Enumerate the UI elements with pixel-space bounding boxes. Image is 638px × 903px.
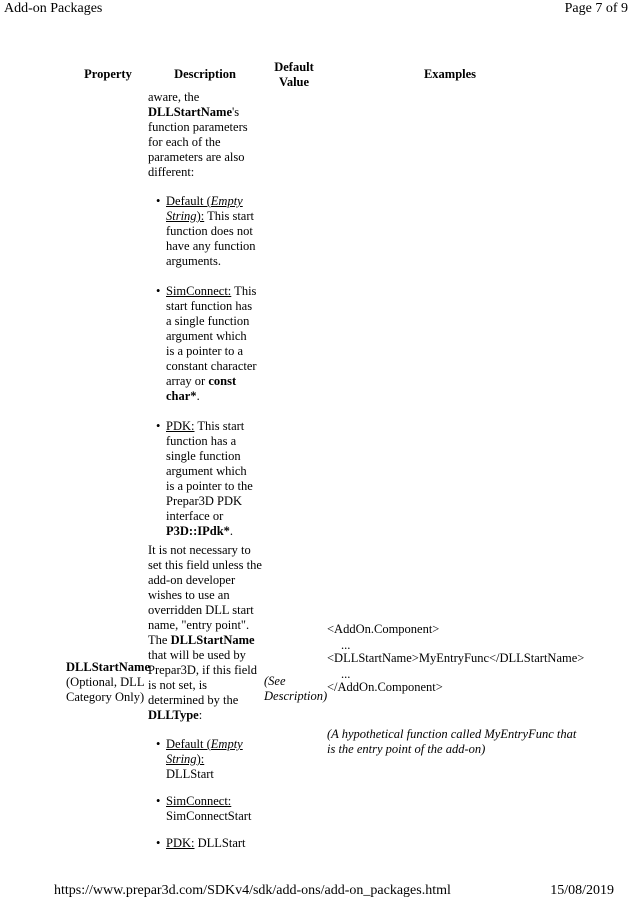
start-name-default-link[interactable]: Default (Empty String):	[166, 737, 243, 766]
start-name-pdk: • PDK: DLLStart	[148, 836, 266, 851]
example-note: (A hypothetical function called MyEntryFunc that is the entry point of the add-on)	[327, 727, 577, 756]
dllstartname-ref-2: DLLStartName	[170, 633, 255, 647]
option-pdk-link[interactable]: PDK:	[166, 419, 195, 433]
default-start-names	[148, 737, 266, 851]
option-simconnect: • SimConnect: This start function has a single function argument which is a pointer to a constant character array or const char*.	[148, 284, 258, 404]
column-header-description: Description	[174, 67, 236, 81]
example-line: <DLLStartName>MyEntryFunc</DLLStartName>	[327, 651, 585, 665]
start-function-options	[148, 194, 258, 539]
footer-date: 15/08/2019	[550, 883, 614, 898]
option-default-link[interactable]: Default (Empty String):	[166, 194, 243, 223]
option-default: • Default (Empty String): This start function does not have any function arguments.	[148, 194, 258, 269]
column-header-default-line1: Default	[274, 60, 314, 74]
continued-intro: aware, the DLLStartName's function parameters for each of the parameters are also different:	[148, 90, 248, 179]
property-cell	[66, 660, 150, 705]
row-description	[148, 543, 266, 866]
column-header-default-line2: Value	[278, 75, 310, 89]
start-name-pdk-link[interactable]: PDK:	[166, 836, 195, 850]
column-header-property: Property	[84, 67, 132, 81]
column-header-default	[266, 60, 322, 90]
example-line: </AddOn.Component>	[327, 680, 443, 694]
default-value: (See Description)	[264, 674, 328, 703]
row-description-text: It is not necessary to set this field unless the add-on developer wishes to use an overridden DLL start name, "entry point". The DLLStartName that will be used by Prepar3D, if this field is not set, is determined by the DLLType:	[148, 543, 262, 722]
property-name: DLLStartName	[66, 660, 151, 674]
example-code	[327, 622, 627, 695]
example-line: ...	[341, 667, 351, 681]
example-line: ...	[341, 638, 351, 652]
start-name-simconnect: • SimConnect: SimConnectStart	[148, 794, 266, 824]
start-name-simconnect-link[interactable]: SimConnect:	[166, 794, 232, 808]
start-name-default: • Default (Empty String): DLLStart	[148, 737, 266, 782]
footer-url: https://www.prepar3d.com/SDKv4/sdk/add-ons/add-on_packages.html	[54, 883, 451, 898]
property-note: (Optional, DLL Category Only)	[66, 675, 145, 704]
option-simconnect-link[interactable]: SimConnect:	[166, 284, 232, 298]
option-pdk: • PDK: This start function has a single function argument which is a pointer to the Prepar3D PDK interface or P3D::IPdk*.	[148, 419, 258, 539]
dlltype-ref: DLLType	[148, 708, 199, 722]
column-header-examples: Examples	[423, 67, 477, 81]
continued-description	[148, 90, 266, 554]
example-line: <AddOn.Component>	[327, 622, 440, 636]
header-title: Add-on Packages	[4, 1, 103, 16]
dllstartname-ref: DLLStartName	[148, 105, 233, 119]
page-number: Page 7 of 9	[564, 1, 628, 16]
